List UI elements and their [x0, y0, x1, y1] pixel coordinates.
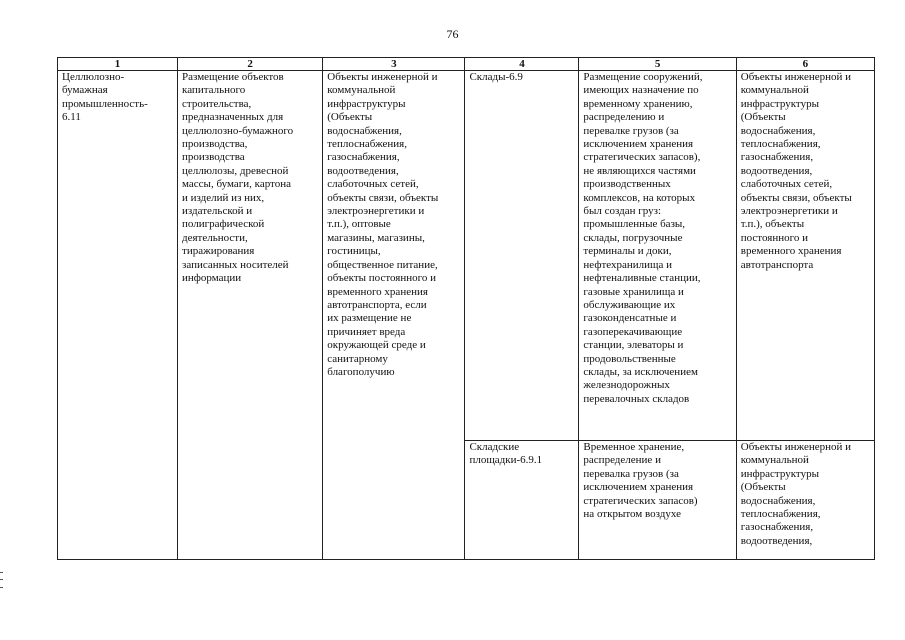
- column-header-3: 3: [323, 58, 465, 71]
- column-header-2: 2: [178, 58, 323, 71]
- use-description-text: Размещение объектов капитального строительства, предназначенных для целлюлозно-бумажного производства, производства целлюлозы, древесной массы, бумаги, картона и изделий из них, издательской и полиграфической деятельности, тиражирования записанных носителей информации: [182, 71, 294, 285]
- table-header-row: [58, 58, 875, 71]
- use-description-cell: [178, 71, 323, 560]
- table-row: [58, 71, 875, 441]
- conditional-description-cell: [579, 71, 736, 441]
- conditional-auxiliary-text: Объекты инженерной и коммунальной инфраструктуры (Объекты водоснабжения, теплоснабжения, газоснабжения, водоотведения,: [740, 441, 852, 547]
- conditional-use-text: Складские площадки-6.9.1: [469, 441, 543, 467]
- conditional-auxiliary-cell: [736, 441, 874, 560]
- conditional-auxiliary-text: Объекты инженерной и коммунальной инфраструктуры (Объекты водоснабжения, теплоснабжения, газоснабжения, водоотведения, слаботочных сетей, объекты связи, объекты электроэнергетики и т.п.), объекты постоянного и временного хранения автотранспорта: [740, 71, 852, 271]
- conditional-use-cell: [465, 71, 579, 441]
- column-header-4: 4: [465, 58, 579, 71]
- conditional-description-cell: [579, 441, 736, 560]
- auxiliary-objects-text: Объекты инженерной и коммунальной инфраструктуры (Объекты водоснабжения, теплоснабжения, газоснабжения, водоотведения, слаботочных сетей, объекты связи, объекты электроэнергетики и т.п.), оптовые магазины, магазины, гостиницы, общественное питание, объекты постоянного и временного хранения автотранспорта, если их размещение не причиняет вреда окружающей среде и санитарному благополучию: [327, 71, 439, 378]
- conditional-description-text: Временное хранение, распределение и перевалка грузов (за исключением хранения стратегических запасов) на открытом воздухе: [583, 441, 698, 521]
- column-header-5: 5: [579, 58, 736, 71]
- conditional-description-text: Размещение сооружений, имеющих назначение по временному хранению, распределению и перевалке грузов (за исключением хранения стратегических запасов), не являющихся частями производственных комплексов, на которых был создан груз: промышленные базы, склады, погрузочные терминалы и доки, нефтехранилища и нефтеналивные станции, газовые хранилища и обслуживающие их газоконденсатные и газоперекачивающие станции, элеваторы и продовольственные склады, за исключением железнодорожных перевалочных складов: [583, 71, 703, 405]
- conditional-auxiliary-cell: [736, 71, 874, 441]
- auxiliary-objects-cell: [323, 71, 465, 560]
- column-header-1: 1: [58, 58, 178, 71]
- permitted-use-text: Целлюлозно- бумажная промышленность- 6.11: [62, 71, 148, 124]
- column-header-6: 6: [736, 58, 874, 71]
- zoning-table: [57, 57, 875, 560]
- page-number: 76: [446, 27, 459, 41]
- permitted-use-cell: [58, 71, 178, 560]
- conditional-use-text: Склады-6.9: [469, 71, 523, 83]
- margin-mark: [0, 572, 3, 588]
- conditional-use-cell: [465, 441, 579, 560]
